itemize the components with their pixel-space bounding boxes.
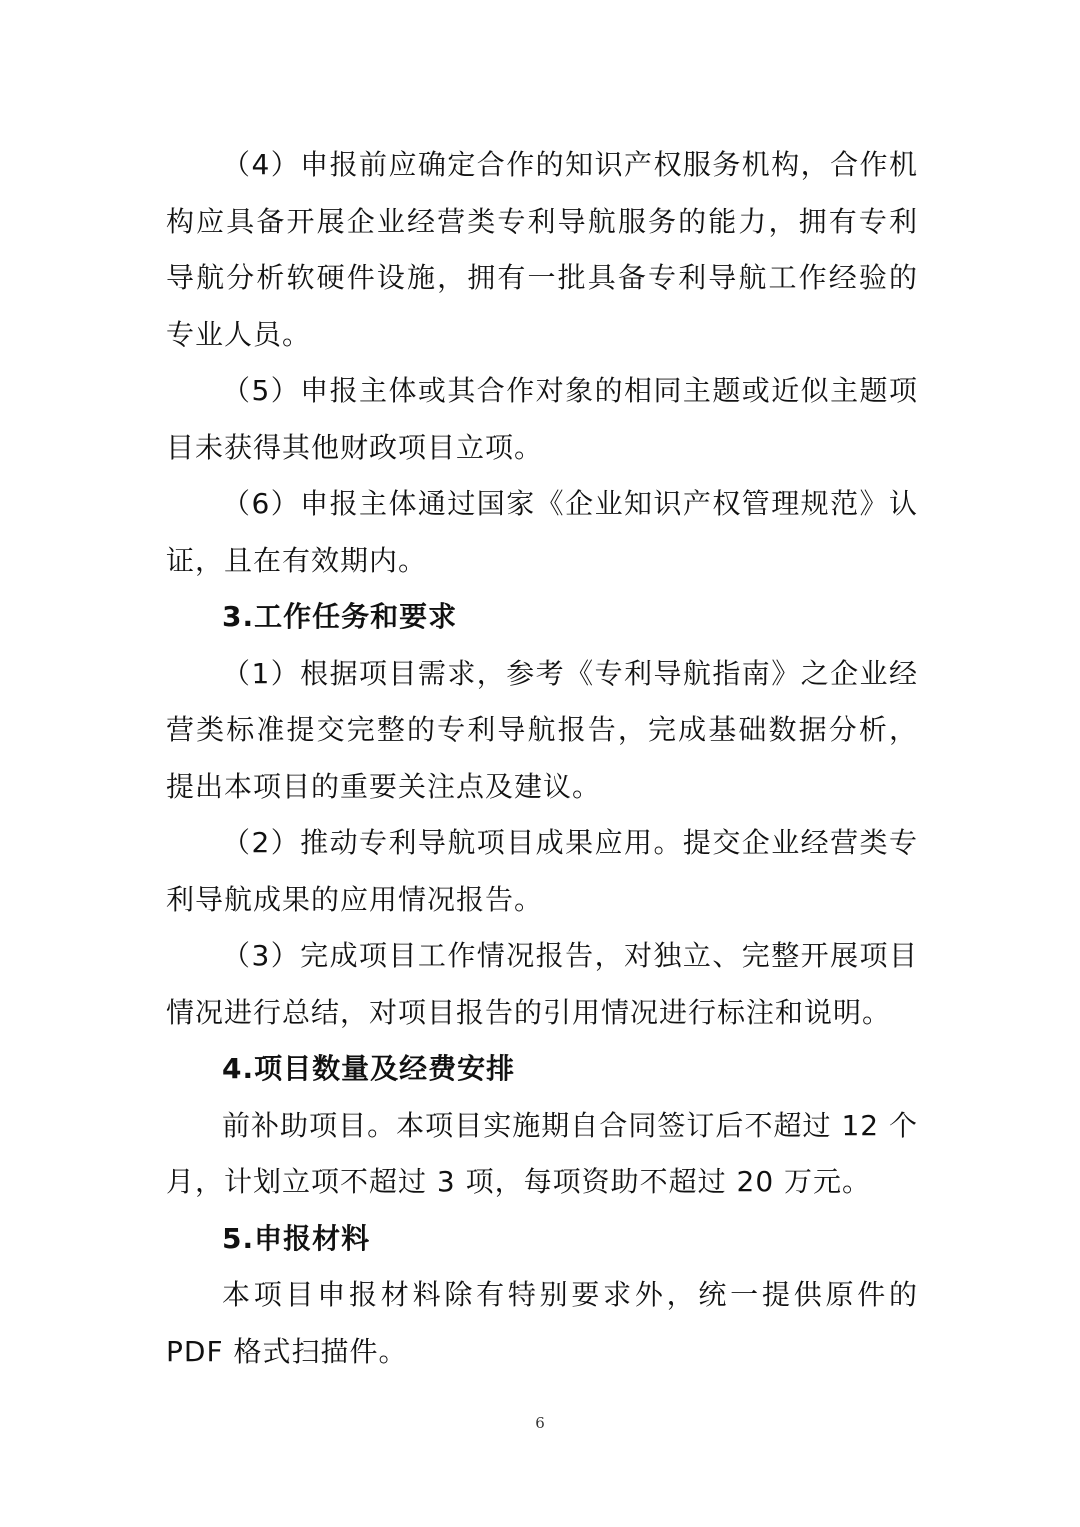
- task-item-2: （2）推动专利导航项目成果应用。提交企业经营类专利导航成果的应用情况报告。: [166, 826, 918, 916]
- paragraph-item-4: （4）申报前应确定合作的知识产权服务机构，合作机构应具备开展企业经营类专利导航服务的能力，拥有专利导航分析软硬件设施，拥有一批具备专利导航工作经验的专业人员。: [166, 148, 918, 351]
- section-heading-3: 3.工作任务和要求: [222, 600, 458, 633]
- paragraph-item-6: （6）申报主体通过国家《企业知识产权管理规范》认证，且在有效期内。: [166, 487, 918, 577]
- section-heading-4: 4.项目数量及经费安排: [222, 1052, 516, 1085]
- page-number: 6: [535, 1414, 545, 1432]
- task-item-1: （1）根据项目需求，参考《专利导航指南》之企业经营类标准提交完整的专利导航报告，完成基础数据分析，提出本项目的重要关注点及建议。: [166, 656, 918, 803]
- section-heading-5: 5.申报材料: [222, 1221, 371, 1255]
- funding-paragraph: 前补助项目。本项目实施期自合同签订后不超过 12 个月，计划立项不超过 3 项，每项资助不超过 20 万元。: [166, 1108, 918, 1198]
- task-item-3: （3）完成项目工作情况报告，对独立、完整开展项目情况进行总结，对项目报告的引用情况进行标注和说明。: [166, 939, 918, 1029]
- paragraph-item-5: （5）申报主体或其合作对象的相同主题或近似主题项目未获得其他财政项目立项。: [166, 374, 918, 464]
- materials-paragraph: 本项目申报材料除有特别要求外，统一提供原件的 PDF 格式扫描件。: [166, 1278, 918, 1368]
- document-body: [166, 137, 918, 1380]
